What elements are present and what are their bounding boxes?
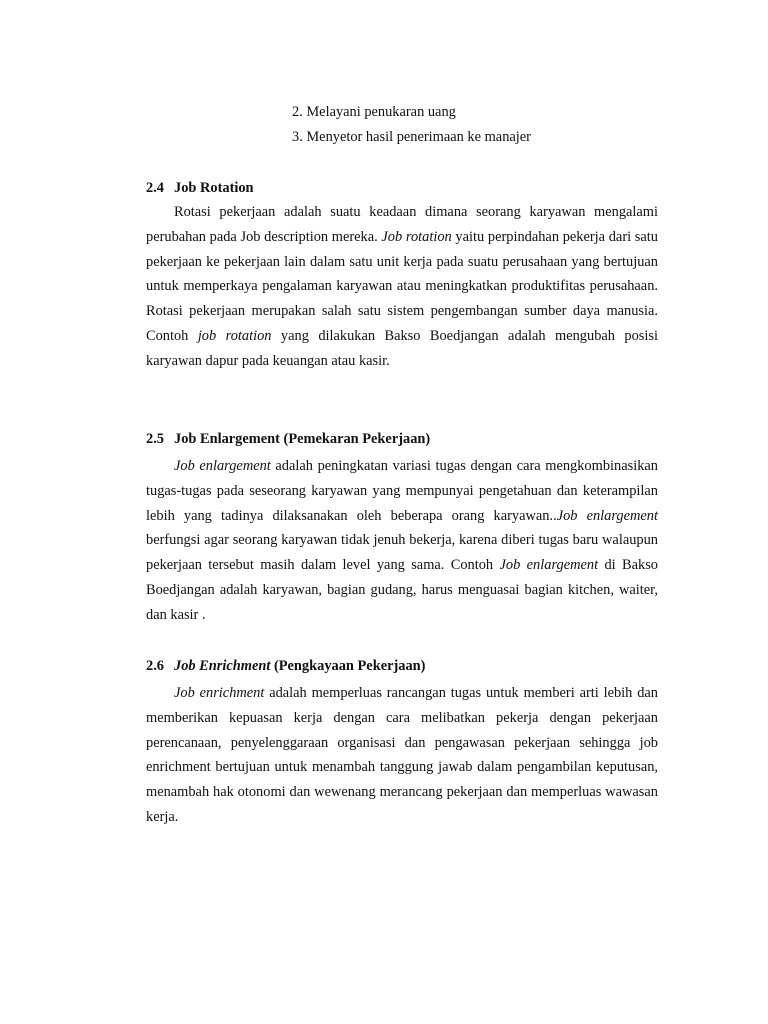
text-run: berfungsi agar seorang karyawan tidak jenuh bekerja, karena diberi tugas baru walaupun pekerjaan tersebut masih dalam level yang sama. Contoh [146, 532, 658, 574]
text-run: adalah peningkatan variasi tugas dengan cara mengkombinasikan tugas-tugas pada seseorang karyawan yang mempunyai pengetahuan dan keterampilan lebih yang tadinya dilaksanakan oleh beberapa orang karyawan.. [146, 458, 658, 524]
section-heading-job-enrichment [146, 657, 425, 675]
text-run: yang dilakukan Bakso Boedjangan adalah mengubah posisi karyawan dapur pada keuangan atau kasir. [146, 327, 658, 369]
italic-term: Job enlargement [174, 458, 271, 474]
section-number: 2.6 [146, 658, 164, 674]
section-title: Job Enlargement (Pemekaran Pekerjaan) [174, 431, 431, 447]
list-item-2: 2. Melayani penukaran uang [292, 104, 456, 120]
section-title: Job Rotation [174, 180, 254, 196]
section-number: 2.4 [146, 180, 164, 196]
list-item-3: 3. Menyetor hasil penerimaan ke manajer [292, 129, 531, 145]
text-run: adalah memperluas rancangan tugas untuk memberi arti lebih dan memberikan kepuasan kerja dengan cara melibatkan pekerja dengan pekerjaan perencanaan, penyelenggaraan organisasi dan pengawasan pekerjaan sehingga job enrichment bertujuan untuk menambah tanggung jawab dalam pengambilan keputusan, menambah hak otonomi dan wewenang merancang pekerjaan dan memperluas wawasan kerja. [146, 685, 658, 825]
section-title-italic: Job Enrichment [174, 658, 271, 674]
italic-term: Job enlargement [499, 557, 599, 574]
text-run: di Bakso Boedjangan adalah karyawan, bagian gudang, harus menguasai bagian kitchen, waiter, dan kasir . [146, 557, 659, 623]
italic-term: job rotation [197, 327, 272, 344]
paragraph-job-rotation [146, 200, 658, 374]
text-run: Rotasi pekerjaan adalah suatu keadaan dimana seorang karyawan mengalami perubahan pada Job description mereka. [146, 204, 658, 245]
paragraph-job-enlargement [146, 454, 658, 628]
section-title-rest: (Pengkayaan Pekerjaan) [270, 658, 426, 674]
text-run: yaitu perpindahan pekerja dari satu pekerjaan ke pekerjaan lain dalam satu unit kerja pada suatu perusahaan yang bertujuan untuk memperkaya pengalaman karyawan atau meningkatkan produktifitas perusahaan. Rotasi pekerjaan merupakan salah satu sistem pengembangan sumber daya manusia. Contoh [146, 228, 658, 344]
italic-term: Job enrichment [174, 685, 265, 701]
section-heading-job-rotation [146, 179, 254, 197]
section-heading-job-enlargement [146, 430, 430, 448]
paragraph-job-enrichment [146, 681, 658, 830]
italic-term: Job enlargement [556, 507, 658, 524]
section-number: 2.5 [146, 431, 164, 447]
italic-term: Job rotation [381, 228, 452, 245]
